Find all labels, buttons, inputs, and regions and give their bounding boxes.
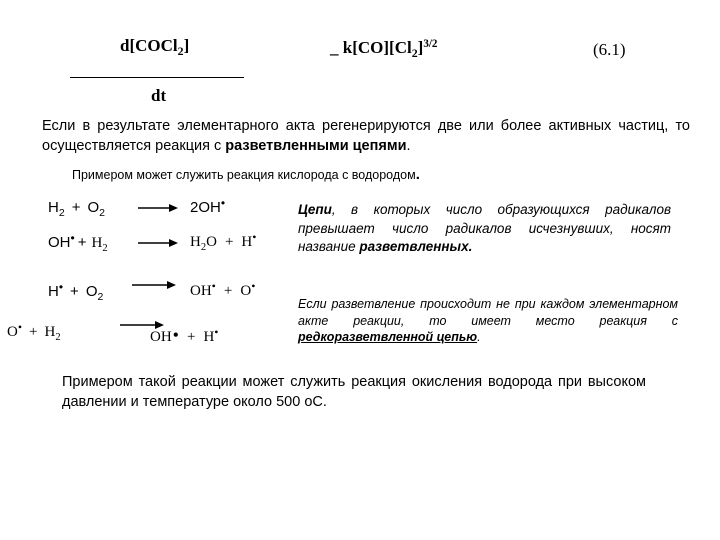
equation-number: (6.1) <box>593 40 626 59</box>
r1-lhs2-sub: 2 <box>99 207 105 219</box>
r2-radical-dot: • <box>70 231 75 245</box>
numerator-subscript: 2 <box>177 44 184 58</box>
r2-rhs-mid: O <box>206 234 217 250</box>
r2-plus: + <box>77 234 87 251</box>
r3-rhs2: O <box>240 283 252 299</box>
r3-lhs2: O <box>85 283 98 300</box>
note1-end: . <box>468 239 473 254</box>
r4-rhs-radical-dot: • <box>172 325 179 345</box>
paragraph2-text: Примером может служить реакция кислорода с водородом <box>72 168 416 182</box>
note1-emphasis2: разветвленных <box>359 239 469 254</box>
equation-rhs <box>330 38 437 58</box>
note2-end: . <box>477 330 481 344</box>
r2-rhs-radical-dot: • <box>252 230 257 244</box>
paragraph2-end: . <box>415 166 420 183</box>
reaction-3-arrow-icon <box>132 280 176 290</box>
note1-emphasis: Цепи <box>298 202 332 217</box>
r4-lhs: O <box>7 324 18 340</box>
reaction-1-rhs <box>190 196 226 216</box>
r3-plus: + <box>70 283 79 300</box>
note1-text: , в которых число образующихся радикалов превышает число радикалов исчезнувших, носят название <box>298 202 671 254</box>
r4-lhs2: H <box>44 324 56 340</box>
r3-radical-dot: • <box>58 280 64 294</box>
paragraph-branched-chains <box>42 116 690 156</box>
rhs-end: ] <box>417 38 424 57</box>
r3-lhs2-sub: 2 <box>97 291 104 303</box>
note2-text: Если разветвление происходит не при каждом элементарном акте реакции, то имеет место реакция с <box>298 297 678 328</box>
paragraph1-end: . <box>406 138 411 154</box>
paragraph3-text: Примером такой реакции может служить реакция окисления водорода при высоком давлении и температуре около 500 оС. <box>62 374 646 410</box>
r1-lhs-sub: 2 <box>58 207 65 219</box>
r1-lhs2: O <box>87 199 100 216</box>
r2-lhs2-sub: 2 <box>102 243 108 254</box>
r2-rhs-sub: 2 <box>200 242 207 253</box>
note-rarely-branched <box>298 296 678 346</box>
r2-lhs2: H <box>91 235 103 251</box>
rhs-text: _ k[CO][Cl <box>330 38 412 57</box>
rhs-superscript: 3/2 <box>423 38 438 50</box>
r1-rhs: 2OH <box>190 199 221 216</box>
fraction-line <box>70 77 244 78</box>
equation-numerator <box>120 36 189 56</box>
r4-radical-dot: • <box>17 320 23 334</box>
reaction-4-rhs <box>150 325 219 346</box>
r4-rhs2-radical-dot: • <box>214 325 219 339</box>
r4-plus: + <box>29 324 38 340</box>
reaction-1-lhs <box>48 199 105 219</box>
reaction-4-lhs <box>7 320 61 343</box>
r3-rhs: OH <box>190 283 212 299</box>
reaction-2-arrow-icon <box>138 238 178 248</box>
r2-rhs: H <box>190 234 201 250</box>
r2-lhs: OH <box>48 234 71 251</box>
equation-denominator: dt <box>151 86 167 105</box>
r2-rhs2: H <box>241 234 253 250</box>
r3-lhs: H <box>48 283 59 300</box>
note-branched-definition <box>298 201 671 257</box>
rhs-subscript: 2 <box>411 46 418 60</box>
paragraph-example-high-pressure <box>62 372 646 412</box>
r4-rhs: OH <box>150 329 172 345</box>
r3-rhs-radical-dot: • <box>211 279 216 293</box>
r4-lhs2-sub: 2 <box>55 332 61 343</box>
paragraph1-text: Если в результате элементарного акта регенерируются две или более активных частиц, то осуществляется реакция с <box>42 118 690 154</box>
reaction-2-rhs <box>190 230 257 253</box>
r4-rhs2: H <box>203 329 215 345</box>
reaction-2-lhs <box>48 231 108 254</box>
r2-rhs-plus: + <box>224 234 234 250</box>
reaction-1-arrow-icon <box>138 203 178 213</box>
r3-rhs-plus: + <box>223 283 233 299</box>
paragraph-example-oxygen <box>72 166 420 183</box>
numerator-text: d[COCl <box>120 36 178 55</box>
paragraph1-emphasis: разветвленными цепями <box>225 138 407 154</box>
numerator-end: ] <box>183 36 190 55</box>
r1-plus: + <box>71 199 81 216</box>
r4-rhs-plus: + <box>186 329 196 345</box>
r3-rhs2-radical-dot: • <box>251 279 256 293</box>
note2-emphasis: редкоразветвленной цепью <box>298 330 478 344</box>
r1-radical-dot: • <box>220 196 226 210</box>
reaction-3-lhs <box>48 280 104 303</box>
reaction-3-rhs <box>190 279 256 300</box>
r1-lhs: H <box>48 199 59 216</box>
